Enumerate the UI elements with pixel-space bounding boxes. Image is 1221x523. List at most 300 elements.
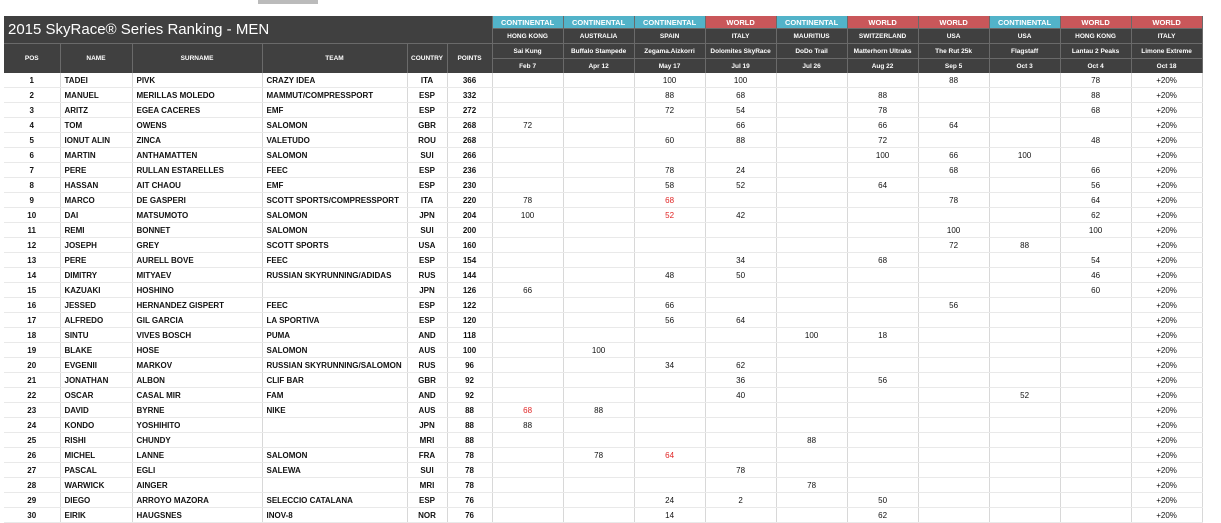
column-header-points[interactable]: POINTS <box>447 44 492 74</box>
race-date: Sep 5 <box>918 59 989 74</box>
race-points-cell <box>918 493 989 508</box>
race-points-cell <box>776 508 847 523</box>
country-cell: ESP <box>407 253 447 268</box>
race-category-badge: CONTINENTAL <box>563 16 634 29</box>
rank-cell: 14 <box>4 268 60 283</box>
race-points-cell: 52 <box>989 388 1060 403</box>
points-cell: 220 <box>447 193 492 208</box>
country-cell: ESP <box>407 88 447 103</box>
race-points-cell <box>776 103 847 118</box>
athlete-surname-cell: MATSUMOTO <box>132 208 262 223</box>
athlete-surname-cell: GREY <box>132 238 262 253</box>
race-points-cell <box>989 448 1060 463</box>
race-points-cell: 100 <box>918 223 989 238</box>
athlete-name-cell: EVGENII <box>60 358 132 373</box>
race-points-cell <box>776 193 847 208</box>
team-cell: INOV-8 <box>262 508 407 523</box>
table-row[interactable] <box>4 358 1202 373</box>
table-row[interactable] <box>4 88 1202 103</box>
points-cell: 204 <box>447 208 492 223</box>
race-points-cell <box>492 373 563 388</box>
column-header-country[interactable]: COUNTRY <box>407 44 447 74</box>
team-cell: RUSSIAN SKYRUNNING/ADIDAS <box>262 268 407 283</box>
athlete-surname-cell: BONNET <box>132 223 262 238</box>
race-points-cell <box>634 418 705 433</box>
race-points-cell <box>776 388 847 403</box>
table-row[interactable] <box>4 418 1202 433</box>
race-points-cell <box>989 133 1060 148</box>
country-cell: ITA <box>407 193 447 208</box>
race-points-cell: 34 <box>705 253 776 268</box>
race-points-cell <box>634 403 705 418</box>
race-points-cell <box>847 388 918 403</box>
points-cell: 236 <box>447 163 492 178</box>
race-points-cell: 56 <box>918 298 989 313</box>
race-points-cell: 14 <box>634 508 705 523</box>
table-row[interactable] <box>4 193 1202 208</box>
race-points-cell: 66 <box>492 283 563 298</box>
athlete-name-cell: DIEGO <box>60 493 132 508</box>
race-points-cell: 78 <box>918 193 989 208</box>
points-cell: 272 <box>447 103 492 118</box>
race-points-cell: 50 <box>705 268 776 283</box>
points-cell: 122 <box>447 298 492 313</box>
race-points-cell <box>492 103 563 118</box>
country-cell: ITA <box>407 73 447 88</box>
race-points-cell <box>847 478 918 493</box>
race-points-cell: +20% <box>1131 418 1202 433</box>
rank-cell: 24 <box>4 418 60 433</box>
athlete-name-cell: ALFREDO <box>60 313 132 328</box>
team-cell: FEEC <box>262 163 407 178</box>
race-points-cell <box>705 418 776 433</box>
points-cell: 76 <box>447 508 492 523</box>
race-points-cell <box>705 433 776 448</box>
race-points-cell: 78 <box>847 103 918 118</box>
athlete-surname-cell: CASAL MIR <box>132 388 262 403</box>
athlete-name-cell: KONDO <box>60 418 132 433</box>
race-name: Limone Extreme <box>1131 44 1202 59</box>
table-row[interactable] <box>4 298 1202 313</box>
athlete-name-cell: MICHEL <box>60 448 132 463</box>
race-points-cell <box>1060 373 1131 388</box>
race-points-cell <box>918 358 989 373</box>
race-points-cell <box>634 148 705 163</box>
race-points-cell: +20% <box>1131 478 1202 493</box>
race-points-cell: 64 <box>634 448 705 463</box>
race-points-cell <box>918 328 989 343</box>
team-cell: PUMA <box>262 328 407 343</box>
athlete-name-cell: JESSED <box>60 298 132 313</box>
athlete-surname-cell: YOSHIHITO <box>132 418 262 433</box>
race-points-cell <box>918 133 989 148</box>
race-points-cell <box>847 313 918 328</box>
race-points-cell: 64 <box>705 313 776 328</box>
race-points-cell <box>634 478 705 493</box>
race-points-cell <box>847 403 918 418</box>
race-points-cell <box>563 163 634 178</box>
race-points-cell <box>1060 418 1131 433</box>
country-cell: JPN <box>407 283 447 298</box>
race-points-cell <box>492 478 563 493</box>
race-points-cell <box>989 118 1060 133</box>
table-row[interactable] <box>4 238 1202 253</box>
race-points-cell <box>989 163 1060 178</box>
athlete-name-cell: TADEI <box>60 73 132 88</box>
team-cell: FEEC <box>262 253 407 268</box>
athlete-surname-cell: ALBON <box>132 373 262 388</box>
race-points-cell: 24 <box>634 493 705 508</box>
race-points-cell <box>563 73 634 88</box>
race-points-cell: 64 <box>847 178 918 193</box>
points-cell: 96 <box>447 358 492 373</box>
race-country: HONG KONG <box>492 29 563 44</box>
race-date: Jul 26 <box>776 59 847 74</box>
athlete-name-cell: PERE <box>60 163 132 178</box>
race-points-cell <box>989 298 1060 313</box>
table-row[interactable] <box>4 268 1202 283</box>
points-cell: 78 <box>447 448 492 463</box>
race-country: USA <box>989 29 1060 44</box>
race-points-cell: 68 <box>1060 103 1131 118</box>
team-cell: SCOTT SPORTS/COMPRESSPORT <box>262 193 407 208</box>
race-points-cell <box>989 508 1060 523</box>
athlete-name-cell: DAVID <box>60 403 132 418</box>
race-category-badge: WORLD <box>847 16 918 29</box>
column-header-surname[interactable]: SURNAME <box>132 44 262 74</box>
rank-cell: 29 <box>4 493 60 508</box>
race-points-cell <box>847 238 918 253</box>
country-cell: JPN <box>407 208 447 223</box>
rank-cell: 3 <box>4 103 60 118</box>
race-date: Oct 4 <box>1060 59 1131 74</box>
points-cell: 92 <box>447 388 492 403</box>
race-points-cell <box>847 448 918 463</box>
athlete-name-cell: TOM <box>60 118 132 133</box>
rank-cell: 12 <box>4 238 60 253</box>
race-points-cell: 100 <box>492 208 563 223</box>
rank-cell: 23 <box>4 403 60 418</box>
points-cell: 230 <box>447 178 492 193</box>
table-row[interactable] <box>4 148 1202 163</box>
race-points-cell: 100 <box>989 148 1060 163</box>
race-points-cell <box>1060 118 1131 133</box>
athlete-surname-cell: EGEA CACERES <box>132 103 262 118</box>
race-points-cell <box>776 208 847 223</box>
race-points-cell <box>776 373 847 388</box>
race-points-cell: +20% <box>1131 343 1202 358</box>
race-points-cell <box>776 73 847 88</box>
athlete-name-cell: JOSEPH <box>60 238 132 253</box>
race-points-cell <box>492 73 563 88</box>
athlete-name-cell: KAZUAKI <box>60 283 132 298</box>
race-points-cell: +20% <box>1131 148 1202 163</box>
race-points-cell <box>918 178 989 193</box>
race-points-cell <box>776 418 847 433</box>
points-cell: 76 <box>447 493 492 508</box>
race-points-cell <box>918 418 989 433</box>
race-name: Buffalo Stampede <box>563 44 634 59</box>
race-points-cell: 54 <box>1060 253 1131 268</box>
race-points-cell: 56 <box>634 313 705 328</box>
race-name: Flagstaff <box>989 44 1060 59</box>
race-points-cell: +20% <box>1131 463 1202 478</box>
race-points-cell <box>705 283 776 298</box>
race-points-cell <box>1060 328 1131 343</box>
team-cell <box>262 478 407 493</box>
athlete-name-cell: PASCAL <box>60 463 132 478</box>
team-cell: EMF <box>262 103 407 118</box>
race-points-cell: +20% <box>1131 163 1202 178</box>
table-row[interactable] <box>4 433 1202 448</box>
race-points-cell <box>989 88 1060 103</box>
table-row[interactable] <box>4 163 1202 178</box>
race-points-cell <box>1060 238 1131 253</box>
team-cell: FAM <box>262 388 407 403</box>
race-date: Feb 7 <box>492 59 563 74</box>
table-row[interactable] <box>4 463 1202 478</box>
points-cell: 268 <box>447 118 492 133</box>
country-cell: ROU <box>407 133 447 148</box>
race-points-cell <box>776 313 847 328</box>
points-cell: 266 <box>447 148 492 163</box>
team-cell: SALOMON <box>262 448 407 463</box>
race-points-cell: +20% <box>1131 253 1202 268</box>
race-name: Dolomites SkyRace <box>705 44 776 59</box>
race-points-cell <box>1060 388 1131 403</box>
ranking-table <box>4 16 1203 523</box>
race-points-cell <box>847 163 918 178</box>
rank-cell: 9 <box>4 193 60 208</box>
race-points-cell: +20% <box>1131 178 1202 193</box>
race-points-cell <box>989 253 1060 268</box>
rank-cell: 8 <box>4 178 60 193</box>
athlete-surname-cell: CHUNDY <box>132 433 262 448</box>
race-points-cell <box>776 253 847 268</box>
rank-cell: 26 <box>4 448 60 463</box>
race-points-cell <box>492 433 563 448</box>
athlete-surname-cell: DE GASPERI <box>132 193 262 208</box>
athlete-surname-cell: PIVK <box>132 73 262 88</box>
race-points-cell <box>563 223 634 238</box>
race-points-cell <box>563 238 634 253</box>
rank-cell: 5 <box>4 133 60 148</box>
race-points-cell <box>1060 493 1131 508</box>
race-points-cell <box>989 418 1060 433</box>
table-row[interactable] <box>4 403 1202 418</box>
table-row[interactable] <box>4 73 1202 88</box>
race-points-cell <box>918 463 989 478</box>
team-cell: SALOMON <box>262 343 407 358</box>
race-points-cell <box>918 313 989 328</box>
race-points-cell <box>989 268 1060 283</box>
race-points-cell <box>989 403 1060 418</box>
race-country: HONG KONG <box>1060 29 1131 44</box>
race-points-cell: +20% <box>1131 313 1202 328</box>
race-points-cell: 24 <box>705 163 776 178</box>
points-cell: 200 <box>447 223 492 238</box>
race-points-cell: 100 <box>705 73 776 88</box>
race-country: ITALY <box>705 29 776 44</box>
athlete-surname-cell: AINGER <box>132 478 262 493</box>
athlete-surname-cell: OWENS <box>132 118 262 133</box>
column-header-name[interactable]: NAME <box>60 44 132 74</box>
table-row[interactable] <box>4 373 1202 388</box>
race-points-cell <box>847 223 918 238</box>
table-row[interactable] <box>4 283 1202 298</box>
rank-cell: 25 <box>4 433 60 448</box>
points-cell: 88 <box>447 403 492 418</box>
race-date: May 17 <box>634 59 705 74</box>
table-row[interactable] <box>4 343 1202 358</box>
table-row[interactable] <box>4 133 1202 148</box>
team-cell: MAMMUT/COMPRESSPORT <box>262 88 407 103</box>
table-row[interactable] <box>4 208 1202 223</box>
race-points-cell: 88 <box>989 238 1060 253</box>
race-points-cell <box>492 238 563 253</box>
race-points-cell <box>705 328 776 343</box>
race-points-cell <box>634 433 705 448</box>
country-cell: GBR <box>407 118 447 133</box>
table-row[interactable] <box>4 118 1202 133</box>
race-points-cell <box>847 358 918 373</box>
race-points-cell <box>492 178 563 193</box>
race-points-cell <box>705 298 776 313</box>
race-points-cell: 66 <box>847 118 918 133</box>
race-name: DoDo Trail <box>776 44 847 59</box>
race-points-cell <box>634 118 705 133</box>
race-points-cell: 62 <box>1060 208 1131 223</box>
race-points-cell <box>492 88 563 103</box>
table-row[interactable] <box>4 508 1202 523</box>
athlete-name-cell: SINTU <box>60 328 132 343</box>
table-row[interactable] <box>4 313 1202 328</box>
race-date: Apr 12 <box>563 59 634 74</box>
race-points-cell: 88 <box>847 88 918 103</box>
table-row[interactable] <box>4 493 1202 508</box>
race-points-cell: 48 <box>634 268 705 283</box>
race-points-cell: 64 <box>1060 193 1131 208</box>
table-row[interactable] <box>4 103 1202 118</box>
athlete-name-cell: ARITZ <box>60 103 132 118</box>
race-points-cell <box>776 163 847 178</box>
race-points-cell <box>563 118 634 133</box>
athlete-surname-cell: EGLI <box>132 463 262 478</box>
race-points-cell <box>563 478 634 493</box>
race-points-cell <box>989 358 1060 373</box>
table-row[interactable] <box>4 448 1202 463</box>
race-points-cell <box>563 133 634 148</box>
race-points-cell: 78 <box>776 478 847 493</box>
rank-cell: 20 <box>4 358 60 373</box>
race-category-badge: CONTINENTAL <box>634 16 705 29</box>
country-cell: AND <box>407 328 447 343</box>
race-points-cell: 66 <box>918 148 989 163</box>
race-points-cell <box>989 313 1060 328</box>
athlete-name-cell: PERE <box>60 253 132 268</box>
race-points-cell <box>563 493 634 508</box>
country-cell: AUS <box>407 343 447 358</box>
race-points-cell <box>989 478 1060 493</box>
race-points-cell <box>776 238 847 253</box>
country-cell: ESP <box>407 298 447 313</box>
race-points-cell <box>492 493 563 508</box>
race-points-cell <box>634 253 705 268</box>
ranking-rows <box>4 73 1202 523</box>
column-header-team[interactable]: TEAM <box>262 44 407 74</box>
race-points-cell <box>989 103 1060 118</box>
points-cell: 88 <box>447 418 492 433</box>
athlete-name-cell: RISHI <box>60 433 132 448</box>
points-cell: 118 <box>447 328 492 343</box>
race-points-cell <box>1060 343 1131 358</box>
race-points-cell <box>563 88 634 103</box>
rank-cell: 18 <box>4 328 60 343</box>
column-header-pos[interactable]: POS <box>4 44 60 74</box>
race-points-cell <box>563 418 634 433</box>
race-points-cell <box>563 373 634 388</box>
race-points-cell: 72 <box>847 133 918 148</box>
athlete-name-cell: MARCO <box>60 193 132 208</box>
table-row[interactable] <box>4 253 1202 268</box>
race-category-badge: WORLD <box>1060 16 1131 29</box>
points-cell: 366 <box>447 73 492 88</box>
race-points-cell <box>1060 298 1131 313</box>
table-row[interactable] <box>4 223 1202 238</box>
country-cell: JPN <box>407 418 447 433</box>
team-cell: SALOMON <box>262 148 407 163</box>
race-points-cell <box>918 208 989 223</box>
race-points-cell: 34 <box>634 358 705 373</box>
race-points-cell: +20% <box>1131 358 1202 373</box>
race-points-cell <box>918 253 989 268</box>
race-points-cell <box>492 343 563 358</box>
table-row[interactable] <box>4 478 1202 493</box>
athlete-name-cell: IONUT ALIN <box>60 133 132 148</box>
race-points-cell: 52 <box>705 178 776 193</box>
race-points-cell: 56 <box>1060 178 1131 193</box>
points-cell: 78 <box>447 463 492 478</box>
athlete-surname-cell: ARROYO MAZORA <box>132 493 262 508</box>
points-cell: 88 <box>447 433 492 448</box>
table-row[interactable] <box>4 388 1202 403</box>
table-row[interactable] <box>4 328 1202 343</box>
race-points-cell: +20% <box>1131 493 1202 508</box>
rank-cell: 10 <box>4 208 60 223</box>
race-points-cell <box>776 463 847 478</box>
points-cell: 160 <box>447 238 492 253</box>
race-category-badge: CONTINENTAL <box>492 16 563 29</box>
race-points-cell <box>776 88 847 103</box>
race-points-cell: 78 <box>1060 73 1131 88</box>
athlete-surname-cell: HOSE <box>132 343 262 358</box>
race-points-cell: 72 <box>918 238 989 253</box>
race-points-cell: +20% <box>1131 133 1202 148</box>
athlete-name-cell: EIRIK <box>60 508 132 523</box>
race-points-cell <box>1060 433 1131 448</box>
athlete-surname-cell: BYRNE <box>132 403 262 418</box>
athlete-surname-cell: ANTHAMATTEN <box>132 148 262 163</box>
race-points-cell: 50 <box>847 493 918 508</box>
race-points-cell <box>492 133 563 148</box>
race-points-cell <box>918 88 989 103</box>
race-points-cell <box>989 433 1060 448</box>
race-points-cell <box>847 193 918 208</box>
table-row[interactable] <box>4 178 1202 193</box>
race-points-cell: 54 <box>705 103 776 118</box>
country-cell: ESP <box>407 103 447 118</box>
race-points-cell <box>918 283 989 298</box>
